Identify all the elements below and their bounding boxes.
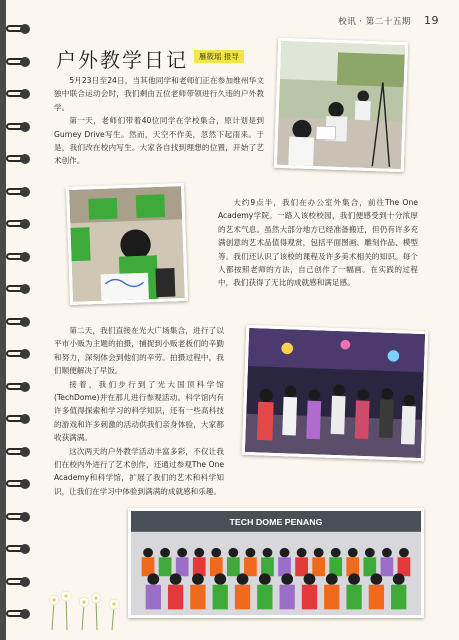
binding-ring [6,282,36,296]
text-block-academy [218,196,418,290]
ring-hole [20,382,30,392]
photo-group-techdome-image [131,511,421,615]
person-head [246,548,256,557]
person-head [393,573,405,584]
person-head [314,548,324,557]
person-head [237,573,249,584]
person-body [142,557,155,576]
person-head [194,548,204,557]
binding-ring [6,575,36,589]
person-head [177,548,187,557]
paragraph-5: 接着，我们步行到了光大国顶科学馆(TechDome)并在那儿进行参观活动。科学馆内有许多值得探索和学习的科学知识，还有一些高科技的游戏和许多刺激的活动供我们亲身体验，大家都收获满满。 [54,379,224,443]
person-body [190,585,205,610]
person-body [363,557,376,576]
person-body [146,585,161,610]
ring-hole [20,154,30,164]
person-body [369,585,384,610]
person-head [160,548,170,557]
person-head [263,548,273,557]
person-head [170,573,182,584]
person-head [192,573,204,584]
paragraph-2: 第一天，老师们带着40位同学在学校集合，原计划是到Gurney Drive写生。然而，天空不作美，忽然下起雨来。于是，我们改在校内写生。大家各自找到理想的位置，开始了艺术创作。 [54,116,264,166]
person-head [371,573,383,584]
ring-hole [20,414,30,424]
ring-hole [20,544,30,554]
photo-student-drawing [66,183,188,305]
person-head [297,548,307,557]
author-tag: 雁筱瑶 报导 [194,50,244,63]
person-head [348,573,360,584]
binding-ring [6,445,36,459]
binding-ring [6,347,36,361]
person-body [391,585,406,610]
paragraph-6: 这次两天的户外教学活动丰富多彩，不仅让我们在校内外进行了艺术创作，还通过参观The One Academy和科学馆，扩展了我们的艺术和科学知识，让我们在学习中体验到满满的成就感和乐趣。 [54,446,224,496]
person-head [228,548,238,557]
person-head [214,573,226,584]
ring-hole [20,57,30,67]
person-head [326,573,338,584]
ring-hole [20,577,30,587]
photo-group-techdome [128,508,424,618]
person-head [211,548,221,557]
person-body [244,557,257,576]
ring-hole [20,89,30,99]
binding-ring [6,477,36,491]
person-body [346,557,359,576]
person-body [398,557,411,576]
binding-ring [6,315,36,329]
text-block-second-day [54,324,224,498]
person-head [365,548,375,557]
ring-hole [20,479,30,489]
binding-ring [6,152,36,166]
binding-ring [6,55,36,69]
binding-ring [6,607,36,621]
photo-sketching-outdoor [274,38,408,172]
ring-hole [20,122,30,132]
person-body [168,585,183,610]
person-body [213,585,228,610]
person-body [381,557,394,576]
binding-ring [6,22,36,36]
person-body [302,585,317,610]
person-head [331,548,341,557]
binding-ring [6,217,36,231]
person-body [295,557,308,576]
person-head [348,548,358,557]
page-header [338,14,439,27]
person-head [143,548,153,557]
page-number: 19 [424,14,439,27]
photo-night-event [242,325,428,461]
photo-night-event-image [245,328,425,458]
ring-hole [20,252,30,262]
ring-hole [20,609,30,619]
section-label: 校讯 · 第二十五期 [338,17,411,27]
person-head [281,573,293,584]
text-block-intro [54,74,264,168]
binding-ring [6,185,36,199]
ring-hole [20,187,30,197]
binding-ring [6,510,36,524]
article-title: 户外教学日记 [56,48,188,72]
flowers-decoration [42,590,132,630]
person-body [159,557,172,576]
ring-hole [20,284,30,294]
person-body [346,585,361,610]
person-body [193,557,206,576]
person-body [257,585,272,610]
binding-ring [6,120,36,134]
techdome-banner: TECH DOME PENANG [229,517,323,528]
binding-ring [6,250,36,264]
notebook-page [6,0,459,640]
binding-ring [6,380,36,394]
ring-hole [20,317,30,327]
person-body [227,557,240,576]
ring-hole [20,24,30,34]
person-body [235,585,250,610]
person-head [399,548,409,557]
ring-hole [20,447,30,457]
person-head [147,573,159,584]
ring-hole [20,512,30,522]
ring-hole [20,219,30,229]
photo-student-drawing-image [69,186,185,302]
person-head [280,548,290,557]
person-body [261,557,274,576]
photo-sketching-outdoor-image [277,41,405,169]
person-head [382,548,392,557]
paragraph-3: 大约9点半，我们在办公室外集合，前往The One Academy学院。一路入该校校园，我们便感受到十分浓厚的艺术气息。虽然大部分地方已经准备搬迁，但仍有许多充满创意的艺术品值得观赏，包括平面图画、雕刻作品、模型等。我们还认识了该校的课程及许多美术相关的知识。每个人都按照老师的方法，自己创作了一幅画。在实践的过程中，我们获得了无比的成就感和满足感。 [218,198,418,288]
person-body [210,557,223,576]
person-body [324,585,339,610]
person-body [278,557,291,576]
binding-ring [6,412,36,426]
person-body [176,557,189,576]
person-head [259,573,271,584]
person-head [304,573,316,584]
binding-ring [6,87,36,101]
person-body [312,557,325,576]
person-body [329,557,342,576]
binding-ring [6,542,36,556]
person-body [280,585,295,610]
paragraph-4: 第二天，我们直接在光大广场集合，进行了以平市小贩为主题的拍摄，捕捉到小贩老板们的辛勤和努力，深刻体会到他们的辛劳。拍摄过程中，我们顺便解决了早饭。 [54,326,224,376]
ring-hole [20,349,30,359]
paragraph-1: 5月23日至24日，当其他同学和老师们正在参加维州华文独中联合运动会时，我们剩由五位老师带领进行久违的户外教学。 [54,76,264,112]
